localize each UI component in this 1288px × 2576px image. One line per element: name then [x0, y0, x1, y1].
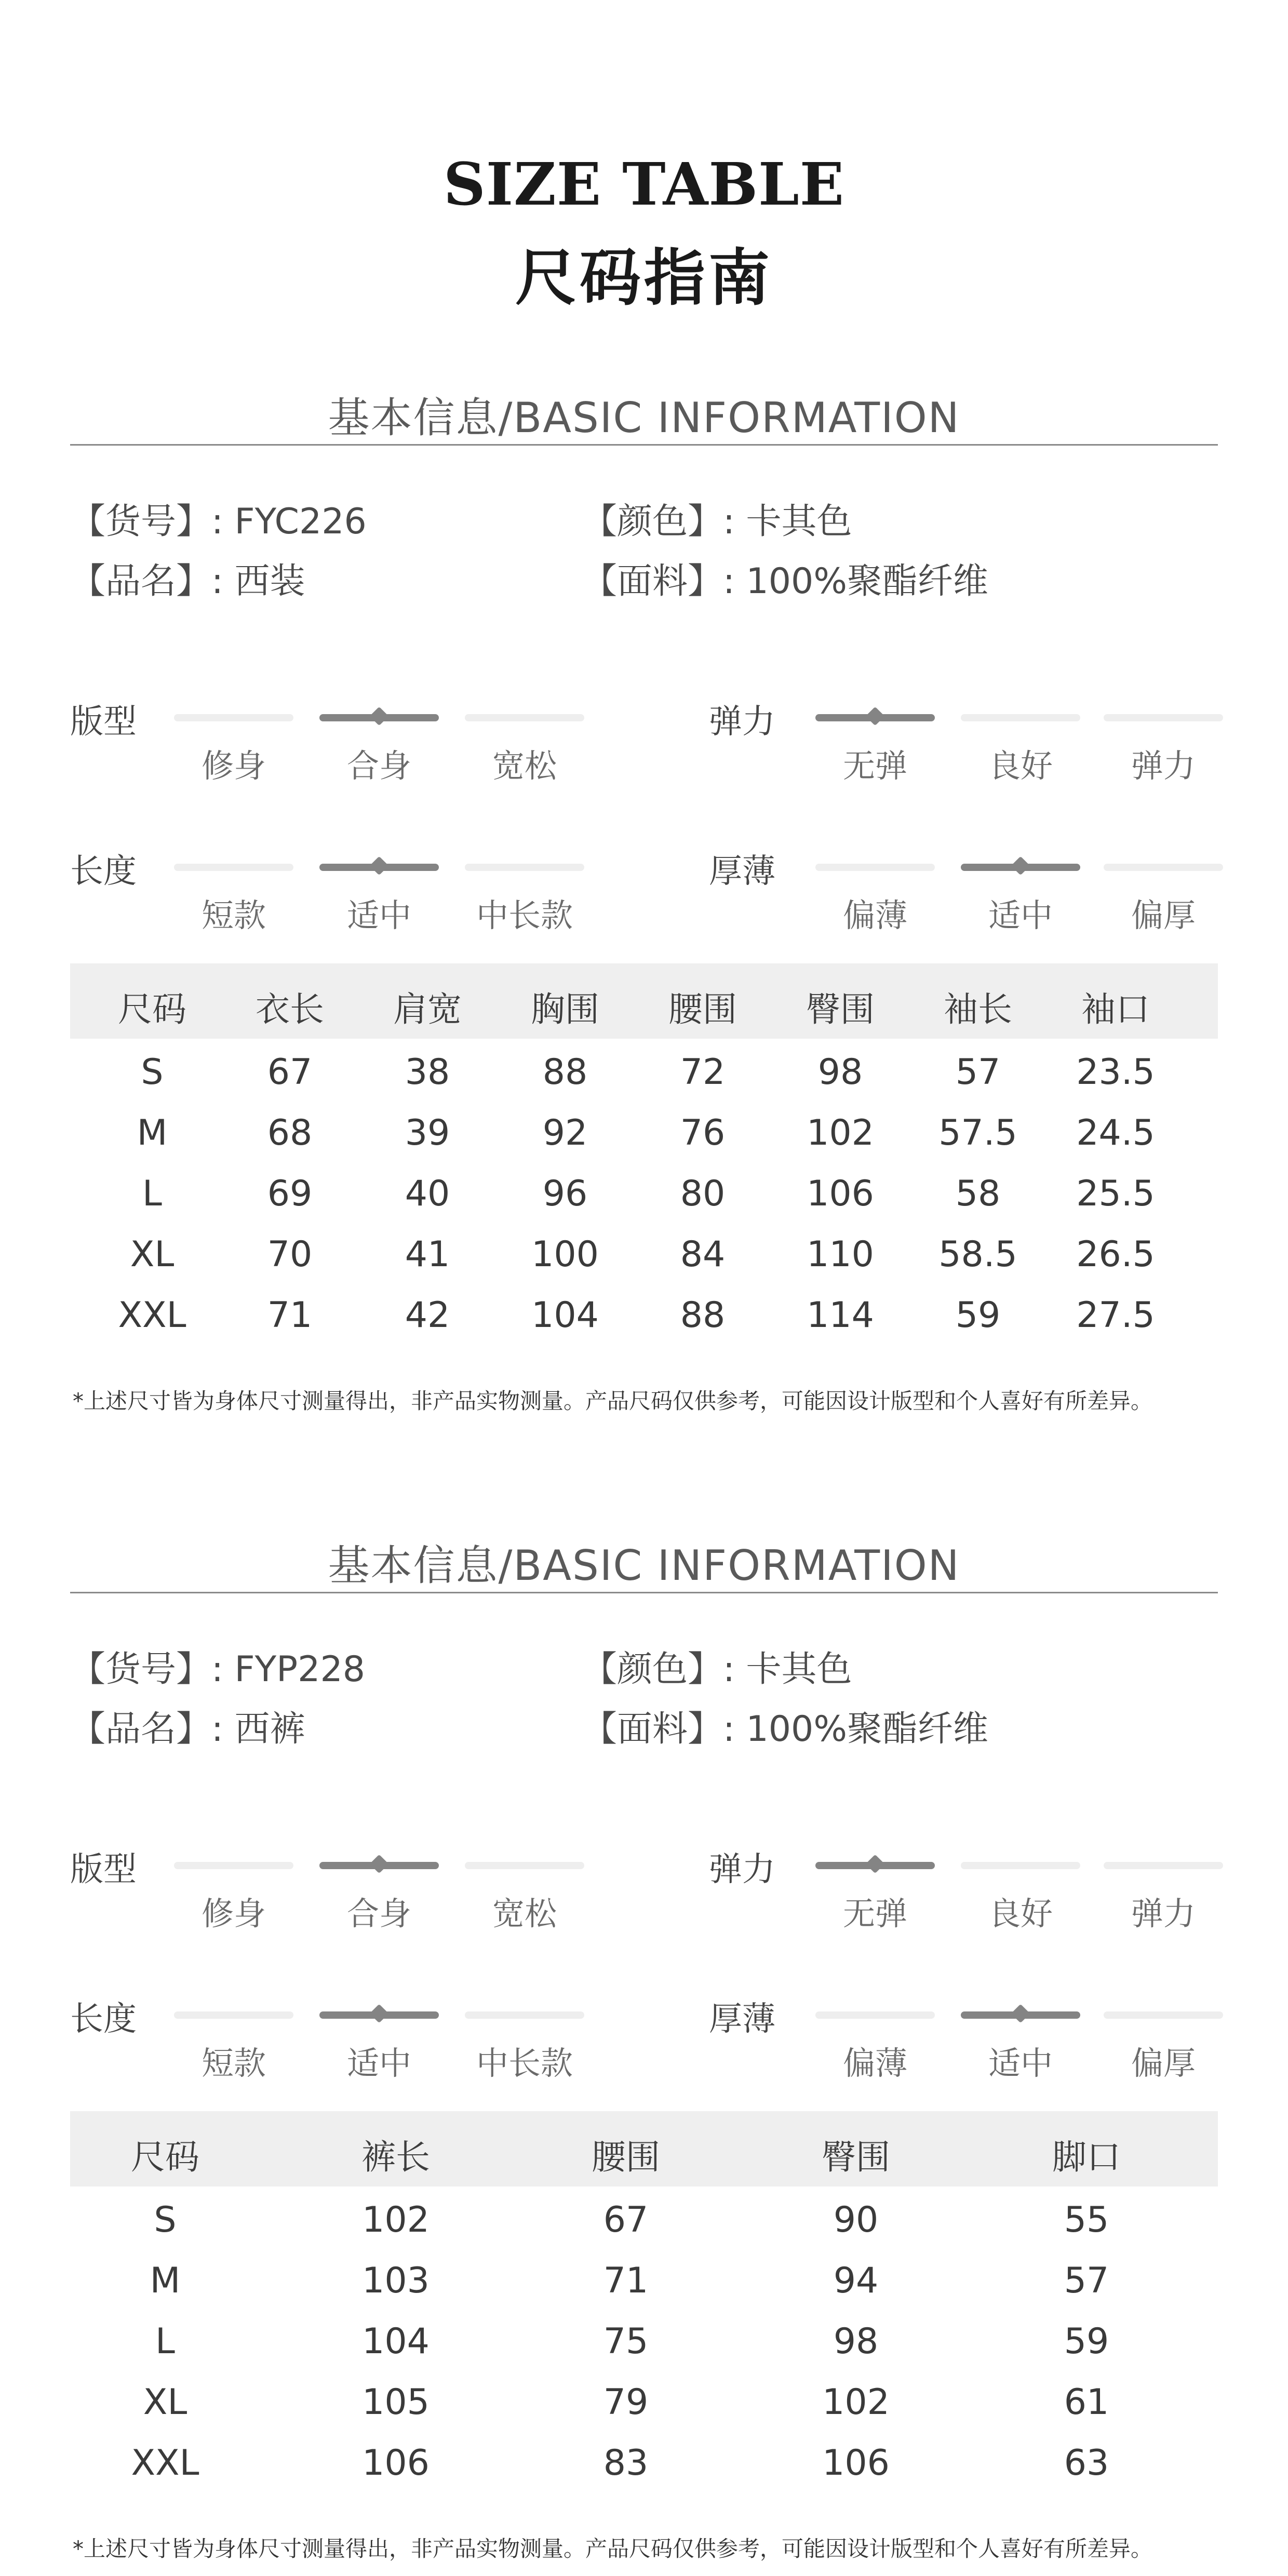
selected-marker-icon	[1011, 2004, 1030, 2023]
pants-section-title: 基本信息/BASIC INFORMATION	[328, 1541, 960, 1590]
jacket-table-cell: 25.5	[1076, 1173, 1155, 1214]
jacket-col-header: 尺码	[118, 989, 186, 1029]
jacket-table-cell: 80	[680, 1173, 726, 1214]
jacket-col-header: 臀围	[806, 989, 875, 1029]
jacket-table-cell: S	[141, 1052, 164, 1093]
option-length-1: 短款	[201, 2044, 266, 2082]
scale-segment-fit-2	[319, 1862, 439, 1869]
option-elasticity-2: 良好	[988, 1895, 1053, 1933]
jacket-table-cell: 59	[955, 1295, 1001, 1336]
option-length-3: 中长款	[476, 2044, 573, 2082]
pants-table-cell: 61	[1064, 2382, 1109, 2423]
jacket-table-cell: 88	[542, 1052, 588, 1093]
selected-marker-icon	[370, 1855, 389, 1874]
scale-segment-fit-1	[174, 1862, 293, 1869]
jacket-footnote: *上述尺寸皆为身体尺寸测量得出，非产品实物测量。产品尺码仅供参考，可能因设计版型和个人喜好有所差异。	[73, 1388, 1153, 1414]
jacket-table-cell: 57.5	[938, 1112, 1017, 1153]
selected-marker-icon	[370, 707, 389, 726]
jacket-table-cell: 57	[955, 1052, 1001, 1093]
jacket-table-cell: 88	[680, 1295, 726, 1336]
scale-segment-thickness-3	[1104, 2011, 1223, 2019]
jacket-section-divider	[70, 444, 1218, 446]
jacket-table-cell: 110	[807, 1234, 874, 1275]
jacket-table-cell: 58.5	[938, 1234, 1017, 1275]
scale-segment-thickness-2	[961, 2011, 1080, 2019]
scale-segment-thickness-1	[815, 2011, 935, 2019]
scale-segment-elasticity-2	[961, 714, 1080, 721]
jacket-table-cell: 106	[807, 1173, 874, 1214]
selected-marker-icon	[370, 2004, 389, 2023]
jacket-table-cell: 24.5	[1076, 1112, 1155, 1153]
scale-segment-fit-1	[174, 714, 293, 721]
jacket-col-header: 腰围	[668, 989, 737, 1029]
pants-table-cell: 103	[362, 2260, 430, 2301]
scale-segment-thickness-3	[1104, 864, 1223, 871]
option-elasticity-2: 良好	[988, 747, 1053, 785]
jacket-product-name: 【品名】: 西装	[70, 561, 305, 602]
jacket-table-cell: 102	[807, 1112, 874, 1153]
pants-table-cell: 106	[822, 2443, 890, 2484]
pants-table-cell: 90	[833, 2199, 879, 2240]
scale-segment-fit-2	[319, 714, 439, 721]
jacket-item-number: 【货号】: FYC226	[70, 501, 367, 542]
pants-table-cell: 67	[603, 2199, 649, 2240]
jacket-table-cell: 96	[542, 1173, 588, 1214]
pants-col-header: 臀围	[822, 2137, 890, 2177]
option-elasticity-1: 无弹	[842, 747, 907, 785]
pants-table-cell: 71	[603, 2260, 649, 2301]
pants-table-cell: 83	[603, 2443, 649, 2484]
jacket-table-cell: 23.5	[1076, 1052, 1155, 1093]
jacket-table-cell: 68	[267, 1112, 313, 1153]
attr-label-thickness: 厚薄	[709, 852, 775, 891]
jacket-table-cell: 104	[531, 1295, 599, 1336]
jacket-table-cell: 100	[531, 1234, 599, 1275]
pants-col-header: 裤长	[361, 2137, 430, 2177]
jacket-fabric: 【面料】: 100%聚酯纤维	[582, 561, 988, 602]
option-length-3: 中长款	[476, 896, 573, 934]
pants-table-cell: 102	[362, 2199, 430, 2240]
jacket-col-header: 胸围	[531, 989, 599, 1029]
jacket-col-header: 衣长	[256, 989, 324, 1029]
pants-table-cell: 106	[362, 2443, 430, 2484]
jacket-table-cell: 58	[955, 1173, 1001, 1214]
pants-table-cell: L	[155, 2321, 175, 2362]
jacket-table-cell: L	[142, 1173, 162, 1214]
scale-segment-length-2	[319, 864, 439, 871]
option-thickness-3: 偏厚	[1131, 896, 1196, 934]
jacket-table-cell: 114	[807, 1295, 874, 1336]
pants-col-header: 尺码	[131, 2137, 199, 2177]
scale-segment-length-2	[319, 2011, 439, 2019]
page-title-en: SIZE TABLE	[443, 151, 845, 219]
option-length-2: 适中	[346, 896, 411, 934]
pants-table-cell: 75	[603, 2321, 649, 2362]
jacket-table-cell: 70	[267, 1234, 313, 1275]
attr-label-elasticity: 弹力	[709, 1850, 775, 1889]
option-thickness-2: 适中	[988, 2044, 1053, 2082]
pants-table-cell: 59	[1064, 2321, 1109, 2362]
option-thickness-3: 偏厚	[1131, 2044, 1196, 2082]
pants-table-cell: 94	[833, 2260, 879, 2301]
pants-table-cell: 104	[362, 2321, 430, 2362]
attr-label-fit: 版型	[70, 703, 137, 741]
pants-table-cell: M	[150, 2260, 181, 2301]
jacket-table-cell: 69	[267, 1173, 313, 1214]
jacket-table-cell: 41	[405, 1234, 450, 1275]
attr-label-elasticity: 弹力	[709, 703, 775, 741]
pants-table-cell: 55	[1064, 2199, 1109, 2240]
jacket-color: 【颜色】: 卡其色	[582, 501, 852, 542]
pants-table-cell: XXL	[131, 2443, 199, 2484]
pants-table-cell: 102	[822, 2382, 890, 2423]
jacket-table-cell: 27.5	[1076, 1295, 1155, 1336]
jacket-table-cell: XL	[130, 1234, 175, 1275]
jacket-table-cell: 38	[405, 1052, 450, 1093]
option-length-2: 适中	[346, 2044, 411, 2082]
scale-segment-length-1	[174, 2011, 293, 2019]
jacket-table-cell: 92	[542, 1112, 588, 1153]
jacket-col-header: 肩宽	[393, 989, 462, 1029]
jacket-table-cell: XXL	[118, 1295, 186, 1336]
attr-label-length: 长度	[70, 2000, 137, 2038]
jacket-col-header: 袖长	[944, 989, 1012, 1029]
scale-segment-elasticity-2	[961, 1862, 1080, 1869]
pants-product-name: 【品名】: 西裤	[70, 1709, 305, 1750]
jacket-table-cell: 84	[680, 1234, 726, 1275]
jacket-col-header: 袖口	[1081, 989, 1150, 1029]
pants-table-cell: 79	[603, 2382, 649, 2423]
attr-label-fit: 版型	[70, 1850, 137, 1889]
scale-segment-elasticity-1	[815, 714, 935, 721]
pants-color: 【颜色】: 卡其色	[582, 1649, 852, 1690]
jacket-table-cell: M	[137, 1112, 168, 1153]
option-elasticity-3: 弹力	[1131, 1895, 1196, 1933]
jacket-table-cell: 39	[405, 1112, 450, 1153]
jacket-table-cell: 76	[680, 1112, 726, 1153]
pants-item-number: 【货号】: FYP228	[70, 1649, 365, 1690]
attr-label-length: 长度	[70, 852, 137, 891]
option-fit-1: 修身	[201, 1895, 266, 1933]
pants-fabric: 【面料】: 100%聚酯纤维	[582, 1709, 988, 1750]
scale-segment-elasticity-3	[1104, 714, 1223, 721]
pants-footnote: *上述尺寸皆为身体尺寸测量得出，非产品实物测量。产品尺码仅供参考，可能因设计版型和个人喜好有所差异。	[73, 2536, 1153, 2561]
scale-segment-thickness-2	[961, 864, 1080, 871]
scale-segment-fit-3	[465, 1862, 584, 1869]
option-fit-1: 修身	[201, 747, 266, 785]
pants-table-cell: 63	[1064, 2443, 1109, 2484]
jacket-table-cell: 72	[680, 1052, 726, 1093]
jacket-table-cell: 26.5	[1076, 1234, 1155, 1275]
option-fit-2: 合身	[346, 747, 411, 785]
pants-col-header: 腰围	[592, 2137, 660, 2177]
jacket-table-cell: 67	[267, 1052, 313, 1093]
selected-marker-icon	[370, 856, 389, 876]
pants-table-cell: 57	[1064, 2260, 1109, 2301]
scale-segment-elasticity-3	[1104, 1862, 1223, 1869]
pants-section-divider	[70, 1592, 1218, 1593]
option-fit-3: 宽松	[492, 747, 557, 785]
option-fit-2: 合身	[346, 1895, 411, 1933]
scale-segment-thickness-1	[815, 864, 935, 871]
scale-segment-length-1	[174, 864, 293, 871]
option-thickness-1: 偏薄	[842, 2044, 907, 2082]
scale-segment-elasticity-1	[815, 1862, 935, 1869]
pants-table-cell: 98	[833, 2321, 879, 2362]
pants-table-cell: S	[154, 2199, 177, 2240]
page-title-cn: 尺码指南	[515, 242, 773, 314]
option-length-1: 短款	[201, 896, 266, 934]
scale-segment-length-3	[465, 2011, 584, 2019]
option-thickness-2: 适中	[988, 896, 1053, 934]
pants-table-cell: XL	[143, 2382, 187, 2423]
option-elasticity-3: 弹力	[1131, 747, 1196, 785]
scale-segment-fit-3	[465, 714, 584, 721]
option-thickness-1: 偏薄	[842, 896, 907, 934]
option-elasticity-1: 无弹	[842, 1895, 907, 1933]
jacket-table-cell: 42	[405, 1295, 450, 1336]
selected-marker-icon	[1011, 856, 1030, 876]
option-fit-3: 宽松	[492, 1895, 557, 1933]
jacket-section-title: 基本信息/BASIC INFORMATION	[328, 394, 960, 442]
jacket-table-cell: 71	[267, 1295, 313, 1336]
selected-marker-icon	[866, 1855, 885, 1874]
attr-label-thickness: 厚薄	[709, 2000, 775, 2038]
scale-segment-length-3	[465, 864, 584, 871]
pants-col-header: 脚口	[1052, 2137, 1121, 2177]
jacket-table-cell: 98	[817, 1052, 863, 1093]
jacket-table-cell: 40	[405, 1173, 450, 1214]
pants-table-cell: 105	[362, 2382, 430, 2423]
selected-marker-icon	[866, 707, 885, 726]
